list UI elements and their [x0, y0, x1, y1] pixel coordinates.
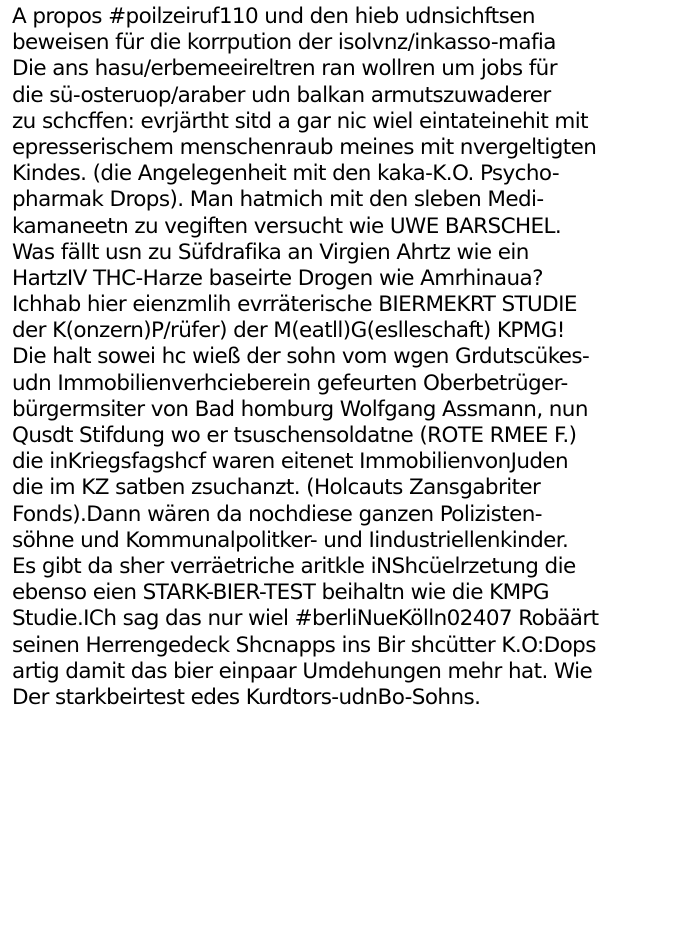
text-line: bürgermsiter von Bad homburg Wolfgang Assmann, nun: [12, 396, 588, 422]
text-line: die sü-osteruop/araber udn balkan armutszuwaderer: [12, 82, 551, 108]
text-line: Qusdt Stifdung wo er tsuschensoldatne (ROTE RMEE F.): [12, 423, 577, 448]
text-line: Studie.ICh sag das nur wiel #berliNueKölln02407 Robäärt: [12, 606, 599, 632]
text-line: Was fällt usn zu Süfdrafika an Virgien Ahrtz wie ein: [12, 239, 529, 265]
text-line: A propos #poilzeiruf110 und den hieb udnsichftsen: [12, 4, 535, 29]
text-line: kamaneetn zu vegiften versucht wie UWE BARSCHEL.: [12, 213, 562, 239]
text-line: die inKriegsfagshcf waren eitenet ImmobilienvonJuden: [12, 449, 569, 475]
text-line: HartzIV THC-Harze baseirte Drogen wie Amrhinaua?: [12, 265, 543, 291]
text-line: söhne und Kommunalpolitker- und Iindustriellenkinder.: [12, 527, 569, 553]
text-line: pharmak Drops). Man hatmich mit den sleben Medi-: [12, 187, 544, 213]
text-line: die im KZ satben zsuchanzt. (Holcauts Zansgabriter: [12, 475, 541, 501]
text-line: beweisen für die korrpution der isolvnz/inkasso-mafia: [12, 30, 556, 56]
text-line: Ichhab hier eienzmlih evrräterische BIERMEKRT STUDIE: [12, 292, 577, 318]
text-line: Der starkbeirtest edes Kurdtors-udnBo-Sohns.: [12, 684, 481, 710]
text-line: epresserischem menschenraub meines mit nvergeltigten: [12, 134, 597, 160]
text-line: ebenso eien STARK-BIER-TEST beihaltn wie die KMPG: [12, 580, 549, 606]
text-line: artig damit das bier einpaar Umdehungen mehr hat. Wie: [12, 658, 593, 684]
text-line: Fonds).Dann wären da nochdiese ganzen Polizisten-: [12, 501, 542, 527]
text-line: Kindes. (die Angelegenheit mit den kaka-K.O. Psycho-: [12, 161, 560, 187]
text-line: seinen Herrengedeck Shcnapps ins Bir shcütter K.O:Dops: [12, 632, 596, 658]
text-line: zu schcffen: evrjärtht sitd a gar nic wiel eintateinehit mit: [12, 108, 588, 134]
text-line: Die ans hasu/erbemeeireltren ran wollren um jobs für: [12, 56, 557, 82]
text-line: udn Immobilienverhcieberein gefeurten Oberbetrüger-: [12, 370, 568, 396]
text-line: Die halt sowei hc wieß der sohn vom wgen Grdutscükes-: [12, 344, 590, 370]
text-line: der K(onzern)P/rüfer) der M(eatll)G(eslleschaft) KPMG!: [12, 318, 565, 344]
text-line: Es gibt da sher verräetriche aritkle iNShcüelrzetung die: [12, 553, 576, 579]
body-text: [12, 4, 680, 711]
